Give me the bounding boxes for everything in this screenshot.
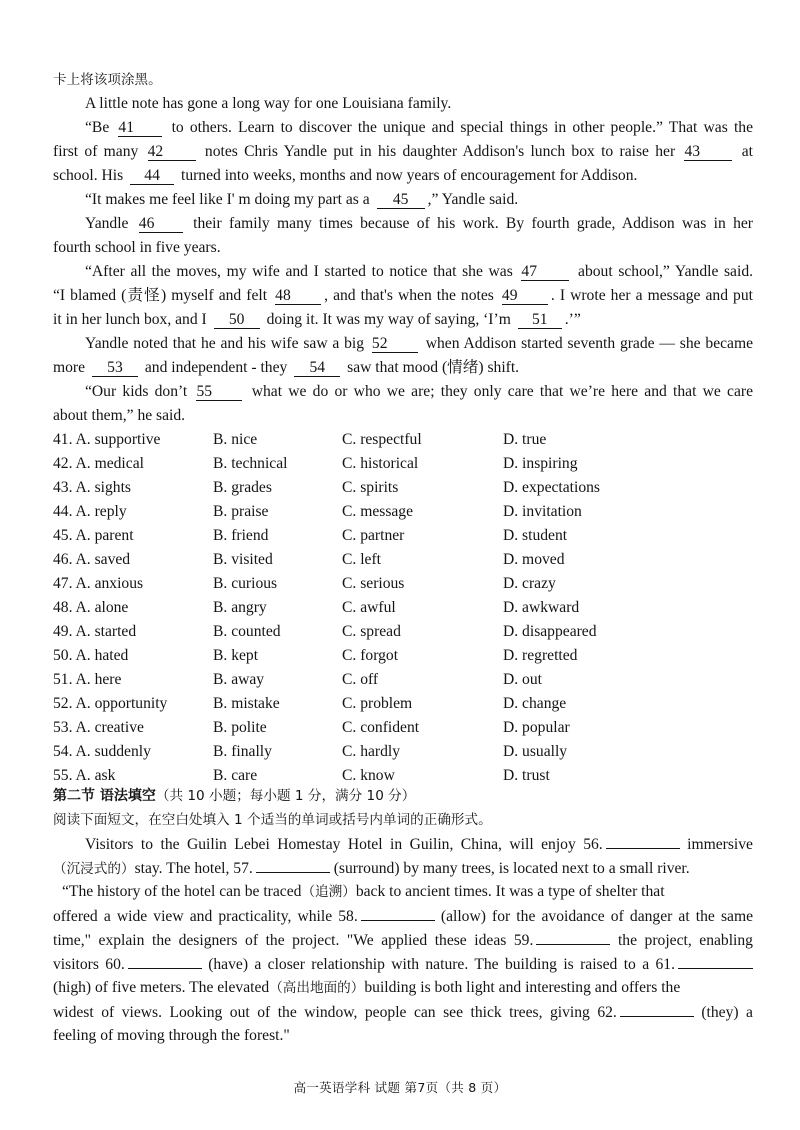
blank-61: [678, 952, 753, 969]
blank-44: 44: [130, 167, 174, 185]
blank-55: 55: [196, 383, 242, 401]
passage-line: “The history of the hotel can be traced（追溯）back to ancient times. It was a type of shelter that: [62, 883, 665, 900]
option-42-d: D. inspiring: [503, 455, 578, 472]
passage-line: (high) of five meters. The elevated（高出地面的）building is both light and interesting and offers the: [53, 979, 681, 996]
page-footer: 高一英语学科 试题 第7页（共 8 页）: [293, 1080, 507, 1095]
blank-62: [620, 1000, 694, 1017]
passage-line: visitors 60. (have) a closer relationship with nature. The building is raised to a 61.: [53, 952, 753, 976]
option-55-d: D. trust: [503, 767, 550, 784]
option-43-b: B. grades: [213, 479, 272, 496]
blank-58: [361, 904, 435, 921]
passage-line: about them,” he said.: [53, 407, 186, 424]
blank-56: [606, 832, 680, 849]
section-title: 第二节 语法填空: [53, 788, 156, 804]
passage-line: feeling of moving through the forest.": [53, 1027, 290, 1044]
option-42-c: C. historical: [342, 455, 419, 472]
blank-42: 42: [148, 143, 196, 161]
option-41-c: C. respectful: [342, 431, 422, 448]
option-41-d: D. true: [503, 431, 547, 448]
blank-57: [256, 856, 330, 873]
option-49-a: 49. A. started: [53, 623, 137, 640]
passage-line: more 53 and independent - they 54 saw that mood (情绪) shift.: [53, 359, 520, 376]
blank-60: [128, 952, 202, 969]
passage-line: （沉浸式的）stay. The hotel, 57. (surround) by many trees, is located next to a small river.: [53, 856, 753, 881]
passage-line: offered a wide view and practicality, while 58. (allow) for the avoidance of danger at the same: [53, 904, 753, 928]
option-53-a: 53. A. creative: [53, 719, 144, 736]
option-44-b: B. praise: [213, 503, 269, 520]
option-48-c: C. awful: [342, 599, 396, 616]
option-55-a: 55. A. ask: [53, 767, 116, 784]
option-47-b: B. curious: [213, 575, 278, 592]
blank-53: 53: [92, 359, 138, 377]
option-54-a: 54. A. suddenly: [53, 743, 151, 760]
passage-line: “I blamed (责怪) myself and felt 48 , and that's when the notes 49 . I wrote her a message and put: [53, 287, 753, 304]
blank-47: 47: [521, 263, 569, 281]
option-52-d: D. change: [503, 695, 567, 712]
passage-line: fourth school in five years.: [53, 239, 221, 256]
passage-line: “It makes me feel like I' m doing my part as a 45 ,” Yandle said.: [85, 191, 519, 208]
option-51-a: 51. A. here: [53, 671, 122, 688]
option-49-d: D. disappeared: [503, 623, 597, 640]
option-53-d: D. popular: [503, 719, 570, 736]
passage-line: “Our kids don’t 55 what we do or who we are; they only care that we’re here and that we care: [85, 383, 753, 400]
option-42-b: B. technical: [213, 455, 288, 472]
option-43-d: D. expectations: [503, 479, 600, 496]
passage-line: “Be 41 to others. Learn to discover the unique and special things in other people.” That was the: [85, 119, 753, 136]
option-48-a: 48. A. alone: [53, 599, 129, 616]
option-46-a: 46. A. saved: [53, 551, 131, 568]
option-50-b: B. kept: [213, 647, 259, 664]
option-46-b: B. visited: [213, 551, 273, 568]
option-44-d: D. invitation: [503, 503, 582, 520]
option-41-b: B. nice: [213, 431, 258, 448]
option-45-d: D. student: [503, 527, 568, 544]
passage-line: school. His 44 turned into weeks, months and now years of encouragement for Addison.: [53, 167, 638, 184]
blank-45: 45: [377, 191, 425, 209]
option-46-d: D. moved: [503, 551, 565, 568]
section-2-heading: [53, 784, 753, 808]
option-52-b: B. mistake: [213, 695, 280, 712]
option-44-c: C. message: [342, 503, 414, 520]
blank-49: 49: [502, 287, 548, 305]
passage-line: Yandle noted that he and his wife saw a big 52 when Addison started seventh grade — she became: [85, 335, 753, 352]
passage-line: it in her lunch box, and I 50 doing it. It was my way of saying, ‘I’m 51 .’”: [53, 311, 581, 328]
option-44-a: 44. A. reply: [53, 503, 127, 520]
blank-51: 51: [518, 311, 562, 329]
option-52-c: C. problem: [342, 695, 413, 712]
option-53-b: B. polite: [213, 719, 267, 736]
blank-46: 46: [139, 215, 183, 233]
blank-52: 52: [372, 335, 418, 353]
blank-54: 54: [294, 359, 340, 377]
option-48-b: B. angry: [213, 599, 267, 616]
option-52-a: 52. A. opportunity: [53, 695, 168, 712]
passage-line: first of many 42 notes Chris Yandle put in his daughter Addison's lunch box to raise her 43 at: [53, 143, 753, 160]
passage-line: widest of views. Looking out of the window, people can see thick trees, giving 62. (they) a: [53, 1000, 753, 1024]
option-43-c: C. spirits: [342, 479, 399, 496]
option-50-d: D. regretted: [503, 647, 578, 664]
option-49-c: C. spread: [342, 623, 401, 640]
passage-line: time," explain the designers of the project. "We applied these ideas 59. the project, enabling: [53, 928, 753, 952]
option-41-a: 41. A. supportive: [53, 431, 161, 448]
blank-43: 43: [684, 143, 732, 161]
blank-59: [536, 928, 610, 945]
passage-line: Yandle 46 their family many times because of his work. By fourth grade, Addison was in her: [85, 215, 753, 232]
blank-48: 48: [275, 287, 321, 305]
option-45-a: 45. A. parent: [53, 527, 134, 544]
option-51-d: D. out: [503, 671, 542, 688]
option-50-c: C. forgot: [342, 647, 399, 664]
option-45-b: B. friend: [213, 527, 269, 544]
blank-41: 41: [118, 119, 162, 137]
option-51-c: C. off: [342, 671, 379, 688]
blank-50: 50: [214, 311, 260, 329]
section-2-instruction: 阅读下面短文，在空白处填入 1 个适当的单词或括号内单词的正确形式。: [53, 812, 492, 828]
option-51-b: B. away: [213, 671, 265, 688]
option-50-a: 50. A. hated: [53, 647, 129, 664]
option-46-c: C. left: [342, 551, 381, 568]
option-47-c: C. serious: [342, 575, 405, 592]
passage-line: Visitors to the Guilin Lebei Homestay Hotel in Guilin, China, will enjoy 56. immersive: [85, 832, 753, 856]
option-43-a: 43. A. sights: [53, 479, 131, 496]
option-54-d: D. usually: [503, 743, 568, 760]
option-53-c: C. confident: [342, 719, 420, 736]
passage-line: “After all the moves, my wife and I started to notice that she was 47 about school,” Yandle said.: [85, 263, 753, 280]
option-48-d: D. awkward: [503, 599, 580, 616]
option-45-c: C. partner: [342, 527, 405, 544]
option-47-a: 47. A. anxious: [53, 575, 144, 592]
option-47-d: D. crazy: [503, 575, 556, 592]
continued-instruction: 卡上将该项涂黑。: [53, 72, 162, 88]
option-54-c: C. hardly: [342, 743, 401, 760]
section-score-note: （共 10 小题；每小题 1 分，满分 10 分）: [155, 788, 416, 804]
option-55-c: C. know: [342, 767, 395, 784]
passage-line: A little note has gone a long way for one Louisiana family.: [85, 95, 452, 112]
option-55-b: B. care: [213, 767, 258, 784]
option-42-a: 42. A. medical: [53, 455, 144, 472]
option-54-b: B. finally: [213, 743, 272, 760]
option-49-b: B. counted: [213, 623, 281, 640]
